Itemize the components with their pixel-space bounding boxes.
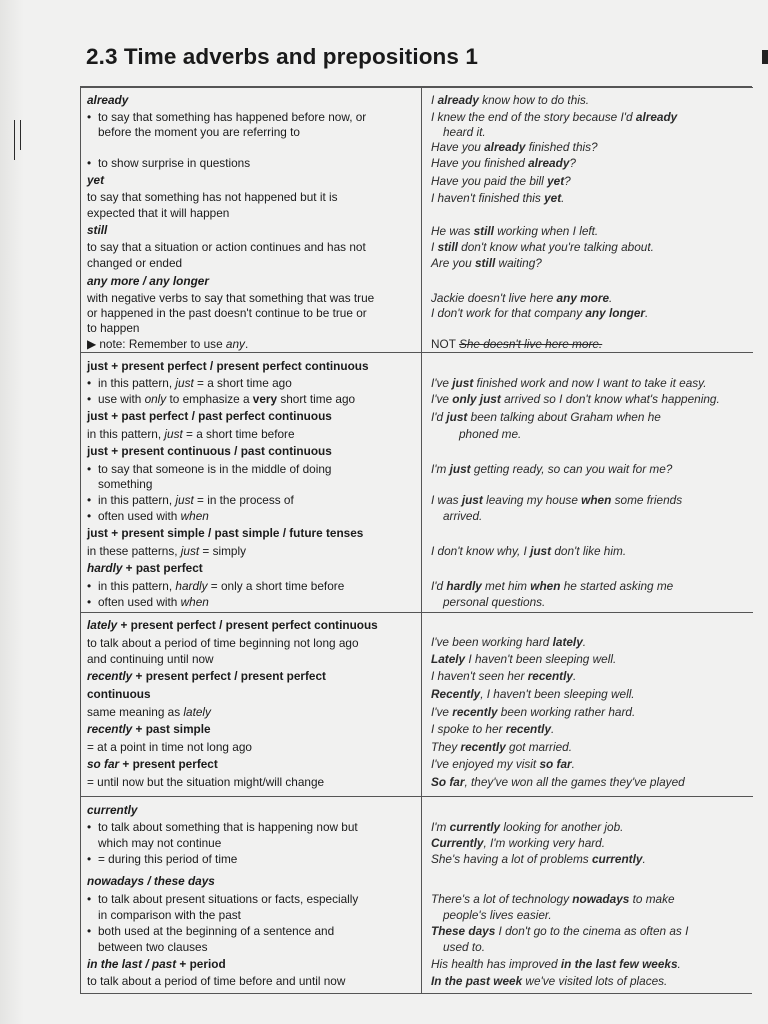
definition: • = during this period of time	[98, 852, 237, 867]
definition: = until now but the situation might/will change	[87, 775, 325, 789]
example: I haven't seen her recently.	[431, 669, 577, 683]
page-title: 2.3 Time adverbs and prepositions 1	[86, 44, 478, 69]
section-already-yet-still	[81, 87, 753, 365]
example: She's having a lot of problems currently.	[431, 852, 646, 866]
grammar-table	[80, 86, 752, 994]
heading: hardly + past perfect	[87, 561, 203, 575]
heading: recently + present perfect / present perfect	[87, 669, 326, 683]
scan-margin	[0, 0, 24, 1024]
example: I'm currently looking for another job.	[431, 820, 624, 834]
example: These days I don't go to the cinema as often as I	[431, 924, 689, 938]
example: used to.	[443, 940, 485, 954]
example: They recently got married.	[431, 740, 572, 754]
definition: and continuing until now	[87, 652, 214, 666]
definition: • to say that someone is in the middle of doing	[98, 462, 331, 477]
definition: • to talk about something that is happening now but	[98, 820, 358, 835]
heading-already: already	[87, 93, 129, 107]
example: I knew the end of the story because I'd already	[431, 110, 678, 124]
example: arrived.	[443, 509, 483, 523]
example: I've recently been working rather hard.	[431, 705, 636, 719]
example: I'd just been talking about Graham when he	[431, 410, 661, 424]
note: ▶ note: Remember to use any.	[87, 337, 249, 351]
example: Have you paid the bill yet?	[431, 174, 571, 188]
definition: in comparison with the past	[98, 908, 241, 922]
example: Are you still waiting?	[431, 256, 542, 270]
heading: lately + present perfect / present perfect continuous	[87, 618, 378, 632]
section-just-hardly	[81, 352, 753, 613]
example: I don't know why, I just don't like him.	[431, 544, 627, 558]
example: Recently, I haven't been sleeping well.	[431, 687, 635, 701]
example: There's a lot of technology nowadays to make	[431, 892, 675, 906]
definition: between two clauses	[98, 940, 208, 954]
example: I've been working hard lately.	[431, 635, 587, 649]
section-currently-nowadays	[81, 796, 753, 995]
example: I was just leaving my house when some friends	[431, 493, 683, 507]
definition: • in this pattern, hardly = only a short time before	[98, 579, 344, 594]
definition: something	[98, 477, 153, 491]
example: I've only just arrived so I don't know what's happening.	[431, 392, 720, 406]
example: In the past week we've visited lots of places.	[431, 974, 668, 988]
definition: • to talk about present situations or facts, especially	[98, 892, 358, 907]
example: Have you finished already?	[431, 156, 576, 170]
definition: or happened in the past doesn't continue to be true or	[87, 306, 367, 320]
example: phoned me.	[459, 427, 522, 441]
definition: to talk about a period of time beginning not long ago	[87, 636, 359, 650]
definition: to say that a situation or action continues and has not	[87, 240, 366, 254]
definition: with negative verbs to say that something that was true	[87, 291, 375, 305]
heading-any-more: any more / any longer	[87, 274, 209, 288]
example: I still don't know what you're talking about.	[431, 240, 654, 254]
example: I don't work for that company any longer.	[431, 306, 649, 320]
example: I'm just getting ready, so can you wait for me?	[431, 462, 673, 476]
example: I've enjoyed my visit so far.	[431, 757, 575, 771]
heading: in the last / past + period	[87, 957, 226, 971]
example: So far, they've won all the games they've played	[431, 775, 685, 789]
scan-artifact-line	[14, 120, 15, 160]
section-lately-recently	[81, 612, 753, 797]
example: Lately I haven't been sleeping well.	[431, 652, 617, 666]
heading: continuous	[87, 687, 151, 701]
page-edge-mark	[762, 50, 768, 64]
heading-still: still	[87, 223, 108, 237]
example: I already know how to do this.	[431, 93, 590, 107]
example: Jackie doesn't live here any more.	[431, 291, 613, 305]
example: I've just finished work and now I want to take it easy.	[431, 376, 707, 390]
definition: • often used with when	[98, 509, 209, 524]
definition: = at a point in time not long ago	[87, 740, 252, 754]
definition: • to say that something has happened before now, or	[98, 110, 366, 125]
definition: same meaning as lately	[87, 705, 211, 719]
definition: • to show surprise in questions	[98, 156, 250, 171]
definition: to talk about a period of time before and until now	[87, 974, 346, 988]
heading: so far + present perfect	[87, 757, 218, 771]
definition: • often used with when	[98, 595, 209, 610]
example: I spoke to her recently.	[431, 722, 555, 736]
definition: changed or ended	[87, 256, 183, 270]
heading: recently + past simple	[87, 722, 211, 736]
definition: in these patterns, just = simply	[87, 544, 247, 558]
definition: which may not continue	[98, 836, 222, 850]
example: personal questions.	[443, 595, 546, 609]
heading: just + present simple / past simple / future tenses	[87, 526, 364, 540]
scan-artifact-line	[20, 120, 21, 150]
heading: just + present perfect / present perfect continuous	[87, 359, 369, 373]
example: I haven't finished this yet.	[431, 191, 565, 205]
heading: just + past perfect / past perfect continuous	[87, 409, 332, 423]
definition: • both used at the beginning of a sentence and	[98, 924, 334, 939]
example: His health has improved in the last few weeks.	[431, 957, 681, 971]
definition: before the moment you are referring to	[98, 125, 300, 139]
example: heard it.	[443, 125, 486, 139]
example: people's lives easier.	[443, 908, 552, 922]
heading: just + present continuous / past continuous	[87, 444, 332, 458]
definition: • use with only to emphasize a very short time ago	[98, 392, 355, 407]
definition: to happen	[87, 321, 140, 335]
heading: currently	[87, 803, 138, 817]
example: I'd hardly met him when he started asking me	[431, 579, 674, 593]
definition: expected that it will happen	[87, 206, 230, 220]
definition: • in this pattern, just = a short time ago	[98, 376, 292, 391]
heading: nowadays / these days	[87, 874, 215, 888]
definition: to say that something has not happened but it is	[87, 190, 338, 204]
example: Currently, I'm working very hard.	[431, 836, 606, 850]
heading-yet: yet	[87, 173, 105, 187]
definition: in this pattern, just = a short time before	[87, 427, 295, 441]
example: He was still working when I left.	[431, 224, 599, 238]
incorrect-example: NOT She doesn't live here more.	[431, 337, 603, 351]
example: Have you already finished this?	[431, 140, 598, 154]
definition: • in this pattern, just = in the process of	[98, 493, 294, 508]
